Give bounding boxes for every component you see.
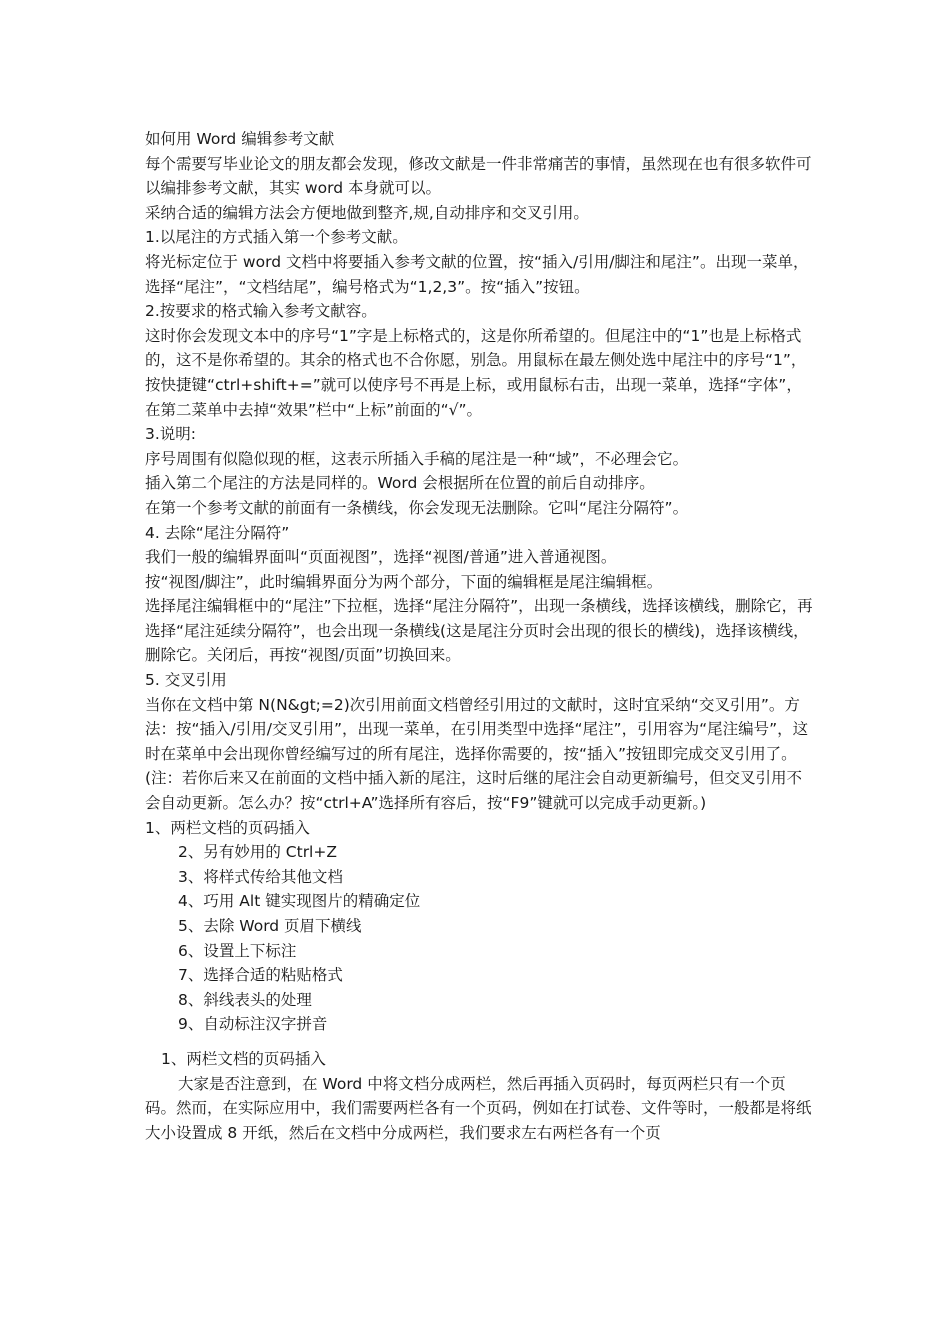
document-title: 如何用 Word 编辑参考文献 (145, 130, 335, 148)
tips-list-item: 7、选择合适的粘贴格式 (178, 966, 343, 985)
document-page (145, 127, 815, 1145)
spacer (145, 1037, 815, 1047)
tips-list-first: 1、两栏文档的页码插入 (145, 818, 310, 837)
section-body: 这时你会发现文本中的序号“1”字是上标格式的，这是你所希望的。但尾注中的“1”也是上标格式的，这不是你希望的。其余的格式也不合你愿，别急。用鼠标在最左侧处选中尾注中的序号“1”，按快捷键“ctrl+shift+=”就可以使序号不再是上标，或用鼠标右击，出现一菜单，选择“字体”，在第二菜单中去掉“效果”栏中“上标”前面的“√”。 (145, 326, 807, 419)
section-body: 将光标定位于 word 文档中将要插入参考文献的位置，按“插入/引用/脚注和尾注”。出现一菜单，选择“尾注”，“文档结尾”，编号格式为“1,2,3”。按“插入”按钮。 (145, 252, 809, 296)
section-heading: 1.以尾注的方式插入第一个参考文献。 (145, 228, 408, 247)
section-line: 按“视图/脚注”，此时编辑界面分为两个部分，下面的编辑框是尾注编辑框。 (145, 572, 663, 591)
tips-list-item: 2、另有妙用的 Ctrl+Z (178, 843, 337, 862)
section-heading: 3.说明: (145, 425, 197, 444)
section-line: 序号周围有似隐似现的框，这表示所插入手稿的尾注是一种“域”，不必理会它。 (145, 449, 689, 468)
section-line: 在第一个参考文献的前面有一条横线，你会发现无法删除。它叫“尾注分隔符”。 (145, 498, 689, 517)
tip-body: 大家是否注意到，在 Word 中将文档分成两栏，然后再插入页码时，每页两栏只有一个页码。然而，在实际应用中，我们需要两栏各有一个页码，例如在打试卷、文件等时，一般都是将纸大小设置成 8 开纸，然后在文档中分成两栏，我们要求左右两栏各有一个页 (145, 1074, 812, 1142)
section-line: 当你在文档中第 N(N&gt;=2)次引用前面文档曾经引用过的文献时，这时宜采纳“交叉引用”。方法：按“插入/引用/交叉引用”，出现一菜单，在引用类型中选择“尾注”，引用容为“尾注编号”，这时在菜单中会出现你曾经编写过的所有尾注，选择你需要的，按“插入”按钮即完成交叉引用了。 (145, 695, 809, 763)
tips-list-item: 4、巧用 Alt 键实现图片的精确定位 (178, 892, 421, 911)
tips-list-item: 8、斜线表头的处理 (178, 990, 312, 1009)
tips-list-item: 5、去除 Word 页眉下横线 (178, 917, 362, 935)
section-heading: 2.按要求的格式输入参考文献容。 (145, 302, 377, 321)
section-line: 选择尾注编辑框中的“尾注”下拉框，选择“尾注分隔符”，出现一条横线，选择该横线，删除它，再选择“尾注延续分隔符”，也会出现一条横线(这是尾注分页时会出现的很长的横线)，选择该横线，删除它。关闭后，再按“视图/页面”切换回来。 (145, 597, 813, 665)
tips-list-item: 6、设置上下标注 (178, 941, 297, 960)
section-note: (注：若你后来又在前面的文档中插入新的尾注，这时后继的尾注会自动更新编号，但交叉引用不会自动更新。怎么办？按“ctrl+A”选择所有容后，按“F9”键就可以完成手动更新。) (145, 769, 803, 813)
tip-heading: 1、两栏文档的页码插入 (161, 1049, 326, 1068)
section-line: 插入第二个尾注的方法是同样的。Word 会根据所在位置的前后自动排序。 (145, 474, 655, 493)
section-heading: 4. 去除“尾注分隔符” (145, 523, 290, 542)
intro-paragraph: 采纳合适的编辑方法会方便地做到整齐,规,自动排序和交叉引用。 (145, 203, 589, 222)
tips-list-item: 9、自动标注汉字拼音 (178, 1015, 328, 1034)
intro-paragraph: 每个需要写毕业论文的朋友都会发现，修改文献是一件非常痛苦的事情，虽然现在也有很多软件可以编排参考文献，其实 word 本身就可以。 (145, 154, 812, 198)
section-heading: 5. 交叉引用 (145, 671, 227, 690)
tips-list-item: 3、将样式传给其他文档 (178, 867, 343, 886)
section-line: 我们一般的编辑界面叫“页面视图”，选择“视图/普通”进入普通视图。 (145, 548, 617, 567)
